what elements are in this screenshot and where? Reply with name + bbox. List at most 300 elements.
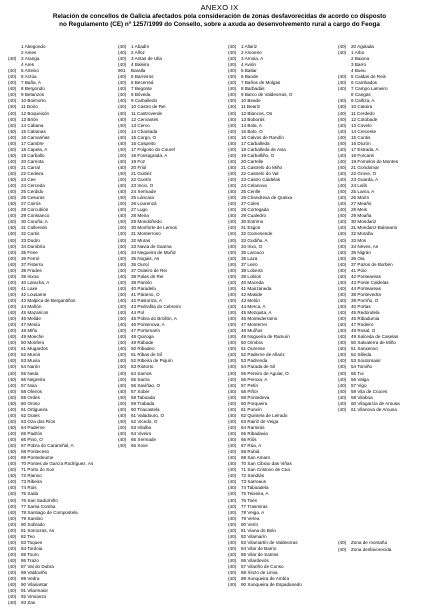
zone-code: (40) [8, 213, 17, 219]
municipality-name: 3 Barro [351, 62, 367, 68]
municipality-name: 9 Carballedo [131, 98, 158, 104]
municipality-name: 19 Carballiño, O [241, 152, 275, 158]
municipality-name: 25 Láncara [131, 195, 154, 201]
zone-code: (40) [228, 297, 237, 303]
title-line-1: Relación de concellos de Galicia afectados pola consideración de zonas desfavorecidas de acordo co disposto [52, 13, 387, 20]
municipality-name: 4 Baleira [131, 62, 150, 68]
zone-code: (40) [338, 382, 347, 388]
zone-code: (40) [118, 352, 127, 358]
municipality-name: 46 Melide [21, 316, 41, 322]
zone-code: (40) [8, 406, 17, 412]
zone-code: (40) [228, 515, 237, 521]
municipality-name: 35 Nigrán [351, 249, 371, 255]
zone-code: (40) [228, 316, 237, 322]
zone-code: (40) [228, 467, 237, 473]
zone-code: (40) [228, 110, 237, 116]
municipality-name: 39 Porriño, O [351, 297, 379, 303]
municipality-name: 67 Rúa, A [241, 443, 262, 449]
zone-code: (40) [228, 86, 237, 92]
zone-code: (40) [118, 431, 127, 436]
municipality-name: 64 Ramirás [241, 424, 265, 430]
municipality-name: 27 Lugo [131, 207, 148, 213]
zone-code: (40) [118, 273, 127, 279]
municipality-name: 35 Fene [21, 249, 38, 255]
municipality-name: 89 Vedra [21, 576, 40, 582]
zone-code: (40) [118, 201, 127, 207]
zone-code: (40) [118, 92, 127, 98]
zone-code: (40) [8, 104, 17, 110]
zone-code: (40) [228, 249, 237, 255]
municipality-name: 1 Abegondo [21, 44, 46, 49]
zone-code: (40) [228, 62, 237, 68]
zone-code: (40) [8, 364, 17, 370]
zone-code: (40) [228, 557, 237, 563]
zone-code: (40) [338, 291, 347, 297]
municipality-name: 71 Porto do Son [21, 467, 55, 473]
municipality-name: 3 Arnoia, A [241, 56, 264, 62]
zone-code: (40) [338, 273, 347, 279]
municipality-name: 23 Guarda, A [351, 177, 379, 183]
municipality-name: 45 Redondela [351, 310, 380, 316]
municipality-name: 21 Carral [21, 164, 40, 170]
municipality-name: 75 Sada [21, 491, 39, 497]
zone-code: (40) [228, 364, 237, 370]
municipality-name: 33 Dodro [21, 237, 40, 243]
municipality-name: 42 Maside [241, 291, 263, 297]
zone-code: (40) [338, 146, 347, 152]
zone-code: (40) [8, 576, 17, 582]
zone-code: (40) [228, 376, 237, 382]
municipality-name: 60 Oroso [21, 400, 40, 406]
municipality-name: 40 Portas [351, 304, 371, 310]
zone-code: (40) [228, 322, 237, 328]
zone-code: (40) [118, 437, 127, 443]
municipality-name: 21 Castrelo do Miño [241, 164, 283, 170]
municipality-name: 49 Rábade [131, 340, 154, 346]
municipality-name: 17 Carballeda [241, 140, 270, 146]
municipality-name: 88 Valdoviño [21, 570, 48, 576]
zone-code: (40) [338, 195, 347, 201]
zone-code: (40) [228, 189, 237, 195]
zone-code: (40) [118, 177, 127, 183]
municipality-name: 16 Dozón [351, 140, 371, 146]
zone-code: (40) [8, 515, 17, 521]
municipality-name: 66 Riós [241, 437, 257, 443]
municipality-name: 41 Páramo, O [131, 291, 160, 297]
municipality-name: 55 Neda [21, 370, 39, 376]
municipality-name: 31 Mondariz-Balneario [351, 225, 398, 231]
municipality-name: 63 Rairiz de Veiga [241, 418, 279, 424]
zone-code: (40) [8, 443, 17, 449]
zone-code: (40) [228, 56, 237, 62]
zone-code: (40) [8, 394, 17, 400]
zone-code: (40) [228, 243, 237, 249]
municipality-name: 39 Pantón [131, 279, 152, 285]
municipality-name: 84 Tordoia [21, 545, 43, 551]
municipality-name: 64 Paderne [21, 424, 45, 430]
municipality-name: 44 Merca, A [241, 304, 266, 310]
municipality-name: 74 Rois [21, 485, 37, 491]
zone-code: (40) [338, 352, 347, 358]
zone-code: (40) [338, 213, 347, 219]
zone-code: (40) [8, 424, 17, 430]
municipality-name: 23 Incio, O [131, 183, 154, 189]
zone-code: (40) [338, 394, 347, 400]
municipality-column [118, 44, 181, 449]
zone-code: (40) [338, 201, 347, 207]
zone-code: (40) [228, 255, 237, 261]
municipality-name: 41 Laxe [21, 285, 38, 291]
zone-code: (40) [228, 509, 237, 515]
zone-code: (40) [228, 44, 237, 49]
municipality-name: 55 Tui [351, 370, 364, 376]
municipality-name: 7 Begonte [131, 86, 152, 92]
zone-code: (40) [8, 370, 17, 376]
zone-code: (40) [8, 473, 17, 479]
municipality-name: 6 Bande [241, 74, 259, 80]
municipality-name: 38 Lobeira [241, 267, 263, 273]
municipality-name: 75 Teixeira, A [241, 491, 269, 497]
municipality-name: 60 Porqueira [241, 400, 268, 406]
zone-code: (40) [338, 388, 347, 394]
zone-code: (40) [228, 551, 237, 557]
zone-code: (40) [8, 207, 17, 213]
municipality-name: 50 Oímbra [241, 340, 263, 346]
municipality-name: 59 Vila de Cruces [351, 388, 388, 394]
zone-code: (40) [228, 122, 237, 128]
zone-code: (40) [228, 570, 237, 576]
zone-code: (40) [118, 104, 127, 110]
zone-code: (40) [8, 340, 17, 346]
municipality-name: 61 Ortigueira [21, 406, 48, 412]
municipality-name: 4 Avión [241, 62, 256, 68]
zone-code: (40) [8, 316, 17, 322]
municipality-name: 54 Samos [131, 370, 152, 376]
zone-code: (40) [338, 285, 347, 291]
municipality-row [118, 443, 181, 449]
zone-code: (40) [118, 183, 127, 189]
municipality-name: 70 San Cibrao das Viñas [241, 461, 292, 467]
zone-code: (40) [338, 74, 347, 80]
zone-code: (40) [118, 322, 127, 328]
municipality-name: 27 Meaño [351, 201, 372, 207]
zone-code: (40) [8, 437, 17, 443]
zone-code: (40) [228, 334, 237, 340]
municipality-name: 35 Nogais, As [131, 255, 160, 261]
municipality-name: 77 Santa Comba [21, 503, 56, 509]
municipality-name: 16 Cospeito [131, 140, 156, 146]
zone-code: (40) [8, 521, 17, 527]
municipality-name: 92 Vimianzo [21, 594, 47, 600]
municipality-name: 61 Valadouro, O [131, 412, 165, 418]
zone-code: (40) [8, 503, 17, 509]
municipality-name: 26 Lourenzá [131, 201, 157, 207]
municipality-name: 18 Fonsagrada, A [131, 152, 168, 158]
municipality-name: 10 Catoira [351, 104, 373, 110]
zone-code: (40) [118, 358, 127, 364]
legend-item [338, 546, 391, 553]
municipality-name: 58 Taboada [131, 394, 155, 400]
zone-code: (40) [8, 158, 17, 164]
municipality-name: 33 Navia de Suarna [131, 243, 172, 249]
zone-code: (40) [228, 291, 237, 297]
municipality-name: 37 Pazos de Borbén [351, 261, 393, 267]
municipality-name: 4 Ares [21, 62, 35, 68]
municipality-name: 12 Cervantes [131, 116, 159, 122]
zone-code: (40) [338, 128, 347, 134]
municipality-name: 38 Pontevedra [351, 291, 381, 297]
zone-code: (40) [8, 261, 17, 267]
municipality-name: 91 Vilarmaior [21, 588, 48, 594]
municipality-name: 17 Folgoso do Courel [131, 146, 175, 152]
zone-code: (40) [8, 382, 17, 388]
municipality-name: 80 Verín [241, 521, 259, 527]
zone-code: (40) [118, 98, 127, 104]
zone-code: (40) [228, 328, 237, 334]
legend-code: (40) [338, 547, 347, 552]
municipality-name: 88 Xinzo de Limia [241, 570, 278, 576]
municipality-name: 69 San Amaro [241, 455, 271, 461]
zone-code: (40) [118, 382, 127, 388]
zone-code: (40) [228, 80, 237, 86]
municipality-name: 14 Bola, A [241, 122, 262, 128]
zone-code: (40) [338, 86, 347, 92]
municipality-name: 6 Arzúa [21, 74, 37, 80]
municipality-name: 35 Larouco [241, 249, 264, 255]
zone-code: (40) [338, 376, 347, 382]
zone-code: (40) [228, 116, 237, 122]
municipality-name: 77 Trasmiras [241, 503, 268, 509]
municipality-name: 3 Antas de Ulla [131, 56, 162, 62]
zone-code: (40) [228, 418, 237, 424]
municipality-name: 27 Coles [241, 201, 260, 207]
zone-code: (40) [8, 273, 17, 279]
municipality-name: 65 Ribadavia [241, 431, 268, 436]
municipality-name: 37 Leiro [241, 261, 258, 267]
municipality-name: 30 Entrimo [241, 219, 264, 225]
zone-code: (40) [338, 346, 347, 352]
zone-code: (40) [8, 557, 17, 563]
zone-code: (40) [8, 322, 17, 328]
municipality-name: 9 Barco de Valdeorras, O [241, 92, 293, 98]
zone-code: (40) [8, 146, 17, 152]
municipality-name: 8 Bóveda [131, 92, 151, 98]
municipality-name: 5 Caldas de Reis [351, 74, 386, 80]
zone-code: (40) [118, 80, 127, 86]
zone-code: (40) [228, 164, 237, 170]
municipality-name: 93 Zas [21, 600, 36, 606]
municipality-name: 54 Parada de Sil [241, 364, 275, 370]
municipality-name: 85 Vilar de Santos [241, 551, 279, 557]
municipality-name: 7 Campo Lameiro [351, 86, 388, 92]
zone-code: (40) [8, 249, 17, 255]
zone-code: (40) [8, 352, 17, 358]
zone-code: (40) [228, 352, 237, 358]
zone-code: (40) [8, 110, 17, 116]
zone-code: (40) [8, 358, 17, 364]
zone-code: (40) [118, 128, 127, 134]
zone-code: (40) [118, 346, 127, 352]
municipality-name: 86 Vilardevós [241, 557, 269, 563]
municipality-name: 22 Cedeira [21, 170, 44, 176]
municipality-name: 80 Sobrado [21, 521, 45, 527]
municipality-name: 36 Laza [241, 255, 258, 261]
municipality-name: 29 Moaña [351, 213, 372, 219]
zone-code: (40) [228, 92, 237, 98]
municipality-name: 76 Toén [241, 497, 258, 503]
zone-code: (40) [118, 261, 127, 267]
municipality-name: 32 Gomesende [241, 231, 273, 237]
zone-code: (40) [228, 424, 237, 430]
zone-code: (40) [338, 364, 347, 370]
municipality-name: 46 Montederramo [241, 316, 278, 322]
zone-code: (40) [8, 116, 17, 122]
municipality-name: 57 Vigo [351, 382, 367, 388]
zone-code: (40) [8, 56, 17, 62]
zone-code: (40) [118, 424, 127, 430]
zone-code: (40) [228, 237, 237, 243]
municipality-name: 62 Quintela de Leirado [241, 412, 288, 418]
zone-code: (40) [228, 177, 237, 183]
zone-code: (40) [228, 497, 237, 503]
legend-text: Zona de montaña [351, 540, 388, 545]
municipality-name: 87 Val do Dubra [21, 564, 54, 570]
zone-code: (40) [8, 346, 17, 352]
zone-code: (40) [118, 310, 127, 316]
municipality-name: 38 Palas de Rei [131, 273, 164, 279]
municipality-name: 14 Crecente [351, 128, 377, 134]
zone-code: (40) [118, 418, 127, 424]
zone-code: (40) [118, 243, 127, 249]
municipality-name: 76 San Sadurniño [21, 497, 58, 503]
zone-code: (40) [338, 316, 347, 322]
municipality-name: 53 Padrenda [241, 358, 268, 364]
municipality-name: 71 San Cristovo de Cea [241, 467, 290, 473]
zone-code: (40) [8, 170, 17, 176]
zone-code: (40) [228, 68, 237, 74]
municipality-name: 1 Arbo [351, 50, 365, 56]
zone-code: (40) [8, 98, 17, 104]
municipality-name: 3 Aranga [21, 56, 40, 62]
municipality-name: 67 Pobra do Caramiñal, A [21, 443, 74, 449]
zone-code: (40) [338, 400, 347, 406]
municipality-name: 64 Viveiro [131, 431, 152, 436]
municipality-name: 74 Taboadela [241, 485, 269, 491]
zone-code: (40) [118, 370, 127, 376]
zone-code: (40) [228, 412, 237, 418]
municipality-name: 44 Pol [131, 310, 145, 316]
municipality-name: 87 Vilariño de Conso [241, 564, 284, 570]
zone-code: (40) [338, 225, 347, 231]
zone-code: (40) [118, 122, 127, 128]
zone-code: (40) [338, 170, 347, 176]
municipality-name: 45 Mazaricos [21, 310, 49, 316]
municipality-name: 49 Salceda de Caselas [351, 334, 399, 340]
municipality-name: 6 Becerreá [131, 80, 154, 86]
zone-code: (40) [8, 467, 17, 473]
municipality-name: 40 Paradela [131, 285, 156, 291]
zone-code: (40) [118, 189, 127, 195]
zone-code: (40) [118, 334, 127, 340]
municipality-name: 86 Trazo [21, 557, 39, 563]
zone-code: (40) [8, 140, 17, 146]
zone-code: (40) [228, 545, 237, 551]
zone-code: (40) [8, 449, 17, 455]
zone-code: (40) [228, 503, 237, 509]
municipality-name: 55 Pereiro de Aguiar, O [241, 370, 289, 376]
zone-code: (40) [118, 134, 127, 140]
zone-code: (40) [338, 189, 347, 195]
municipality-name: 60 Vilagarcía de Arousa [351, 400, 400, 406]
municipality-name: 10 Boimorto [21, 98, 46, 104]
zone-code: (40) [228, 231, 237, 237]
municipality-name: 11 Castroverde [131, 110, 163, 116]
zone-code: (40) [118, 340, 127, 346]
zone-code: (40) [118, 50, 127, 56]
municipality-name: 72 Rianxo [21, 473, 42, 479]
municipality-name: 29 Coristanco [21, 213, 50, 219]
zone-code: (40) [338, 231, 347, 237]
municipality-name: 37 Outeiro de Rei [131, 267, 168, 273]
zone-code: (40) [228, 310, 237, 316]
municipality-name: 66 Xove [131, 443, 148, 449]
legend [338, 539, 391, 553]
zone-code: (40) [8, 128, 17, 134]
zone-code: (40) [118, 225, 127, 231]
zone-code: (40) [228, 50, 237, 56]
zone-code: (40) [8, 582, 17, 588]
municipality-name: 68 Ponteceso [21, 449, 50, 455]
zone-code: (40) [8, 588, 17, 594]
municipality-name: 7 Baños de Molgas [241, 80, 281, 86]
municipality-name: 18 Capela, A [21, 146, 48, 152]
municipality-name: 1 Abadín [131, 44, 150, 49]
municipality-name: 36 Ferrol [21, 255, 40, 261]
municipality-name: 47 Portomarín [131, 328, 161, 334]
zone-code: (40) [228, 388, 237, 394]
zone-code: (40) [228, 346, 237, 352]
zone-code: 901 [118, 68, 126, 74]
municipality-name: 23 Castro Caldelas [241, 177, 281, 183]
municipality-name: 49 Moeche [21, 334, 44, 340]
zone-code: (40) [8, 297, 17, 303]
municipality-name: 20 Carnota [21, 158, 44, 164]
municipality-name: 39 Lobios [241, 273, 261, 279]
zone-code: (40) [8, 479, 17, 485]
municipality-name: 17 Cambre [21, 140, 44, 146]
zone-code: (40) [338, 80, 347, 86]
municipality-name: 36 Ourol [131, 261, 149, 267]
municipality-name: 78 Veiga, A [241, 509, 265, 515]
municipality-name: 15 Cabanas [21, 128, 46, 134]
municipality-name: 40 Maceda [241, 279, 264, 285]
annex-heading: ANEXO IX [200, 3, 239, 12]
zone-code: (40) [118, 297, 127, 303]
zone-code: (40) [8, 545, 17, 551]
zone-code: (40) [8, 310, 17, 316]
zone-code: (40) [338, 237, 347, 243]
zone-code: (40) [118, 170, 127, 176]
zone-code: (40) [338, 406, 347, 412]
municipality-name: 83 Vilamartín de Valdeorras [241, 539, 298, 545]
municipality-name: 47 Rodeiro [351, 322, 374, 328]
zone-code: (40) [8, 267, 17, 273]
municipality-name: 25 Cenlle [241, 189, 261, 195]
municipality-name: 33 Mos [351, 237, 367, 243]
zone-code: (40) [228, 195, 237, 201]
zone-code: (40) [118, 195, 127, 201]
zone-code: (40) [118, 328, 127, 334]
